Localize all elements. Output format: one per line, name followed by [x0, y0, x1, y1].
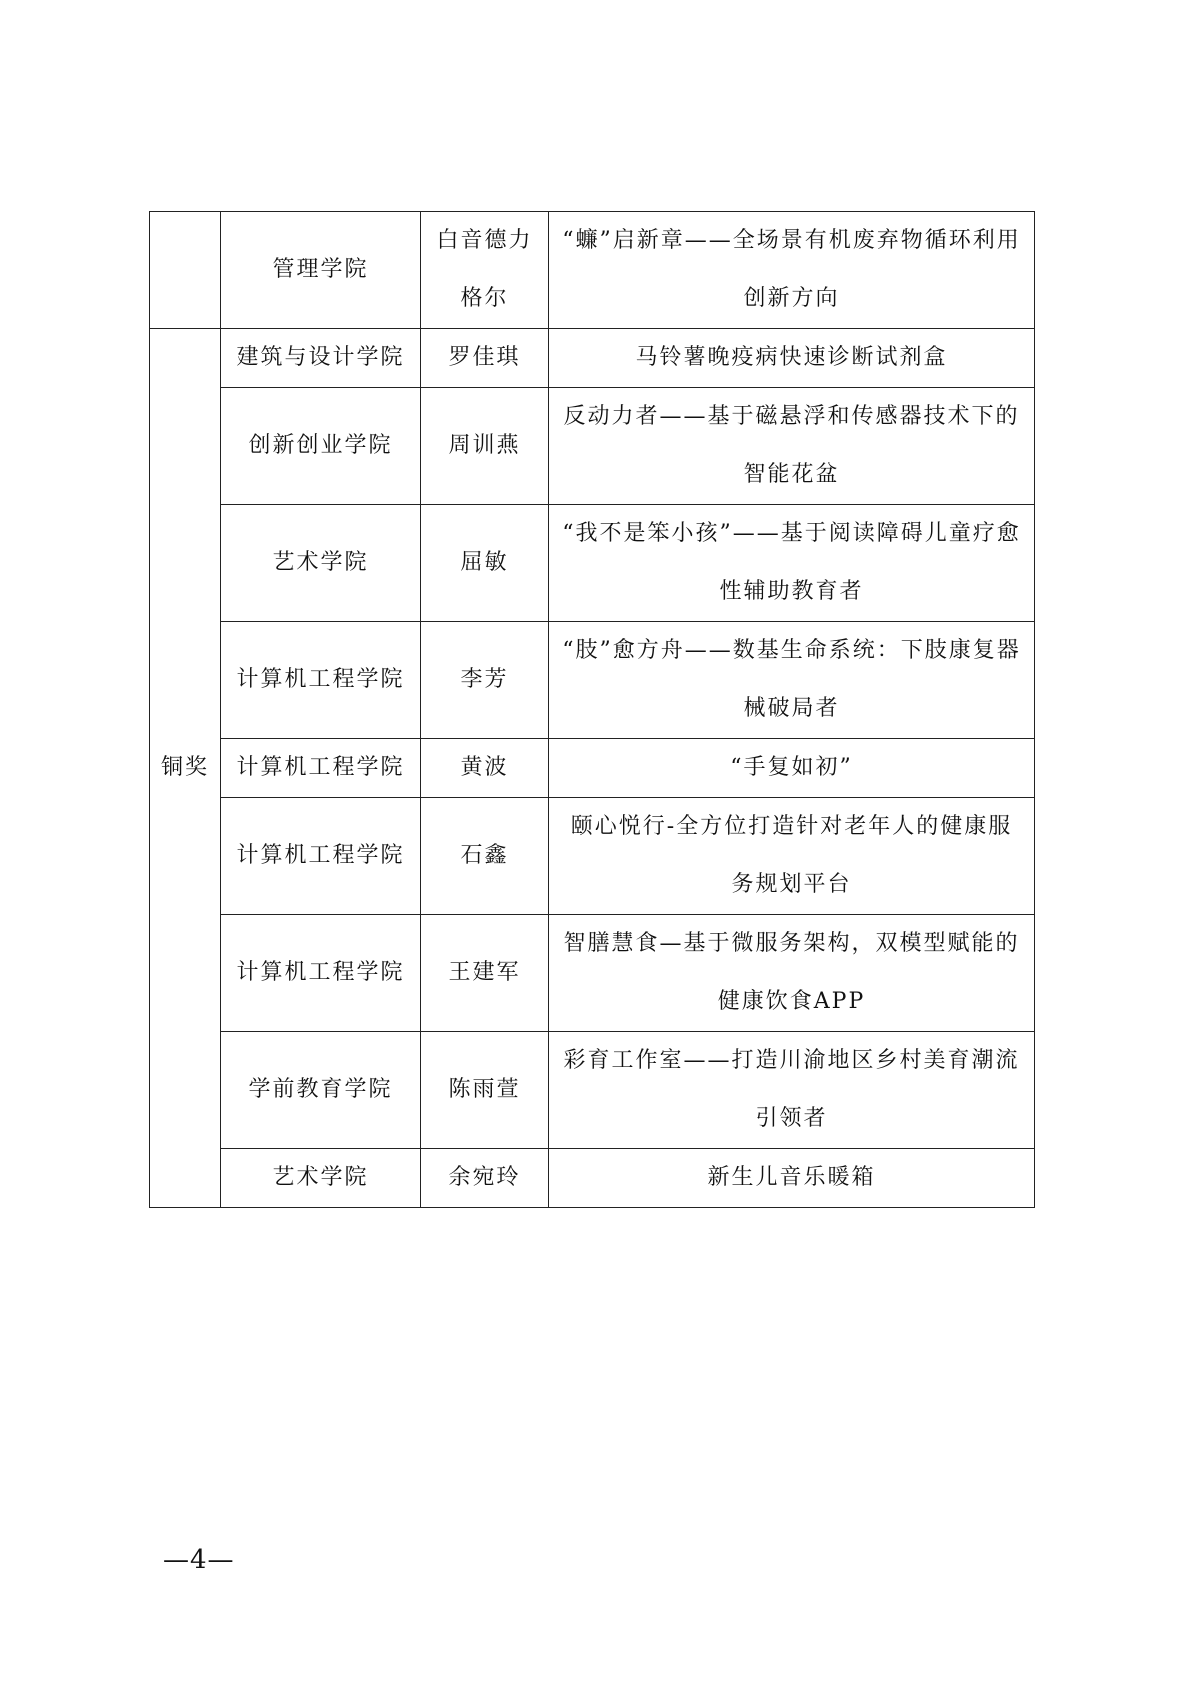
table-row — [150, 1149, 1035, 1208]
table-row — [150, 212, 1035, 329]
project-title-cell: “我不是笨小孩”——基于阅读障碍儿童疗愈性辅助教育者 — [549, 505, 1035, 622]
college-cell: 建筑与设计学院 — [221, 329, 421, 388]
table-row — [150, 329, 1035, 388]
college-cell: 学前教育学院 — [221, 1032, 421, 1149]
leader-cell: 罗佳琪 — [421, 329, 549, 388]
leader-cell: 周训燕 — [421, 388, 549, 505]
project-title-cell: 马铃薯晚疫病快速诊断试剂盒 — [549, 329, 1035, 388]
project-title-cell: “蠊”启新章——全场景有机废弃物循环利用创新方向 — [549, 212, 1035, 329]
page-number: —4— — [163, 1545, 235, 1575]
project-title-cell: 反动力者——基于磁悬浮和传感器技术下的智能花盆 — [549, 388, 1035, 505]
leader-cell: 陈雨萱 — [421, 1032, 549, 1149]
leader-cell: 石鑫 — [421, 798, 549, 915]
leader-name: 白音德力格尔 — [436, 228, 533, 311]
table-row — [150, 739, 1035, 798]
college-cell: 计算机工程学院 — [221, 915, 421, 1032]
leader-cell: 李芳 — [421, 622, 549, 739]
project-title-cell: 颐心悦行-全方位打造针对老年人的健康服务规划平台 — [549, 798, 1035, 915]
leader-cell: 屈敏 — [421, 505, 549, 622]
project-title-cell: “手复如初” — [549, 739, 1035, 798]
college-cell: 艺术学院 — [221, 505, 421, 622]
project-title-cell: 彩育工作室——打造川渝地区乡村美育潮流引领者 — [549, 1032, 1035, 1149]
project-title-cell: “肢”愈方舟——数基生命系统：下肢康复器械破局者 — [549, 622, 1035, 739]
college-cell: 管理学院 — [221, 212, 421, 329]
leader-cell — [421, 212, 549, 329]
college-cell: 艺术学院 — [221, 1149, 421, 1208]
grade-cell — [150, 212, 221, 329]
table-row — [150, 798, 1035, 915]
project-title-cell: 新生儿音乐暖箱 — [549, 1149, 1035, 1208]
table-row — [150, 915, 1035, 1032]
college-cell: 创新创业学院 — [221, 388, 421, 505]
leader-cell: 余宛玲 — [421, 1149, 549, 1208]
college-cell: 计算机工程学院 — [221, 798, 421, 915]
college-cell: 计算机工程学院 — [221, 739, 421, 798]
table-row — [150, 1032, 1035, 1149]
table-row — [150, 505, 1035, 622]
table-row — [150, 388, 1035, 505]
project-title-cell: 智膳慧食—基于微服务架构，双模型赋能的健康饮食APP — [549, 915, 1035, 1032]
leader-cell: 黄波 — [421, 739, 549, 798]
table-row — [150, 622, 1035, 739]
award-table — [149, 211, 1035, 1208]
grade-cell: 铜奖 — [150, 329, 221, 1208]
leader-cell: 王建军 — [421, 915, 549, 1032]
college-cell: 计算机工程学院 — [221, 622, 421, 739]
